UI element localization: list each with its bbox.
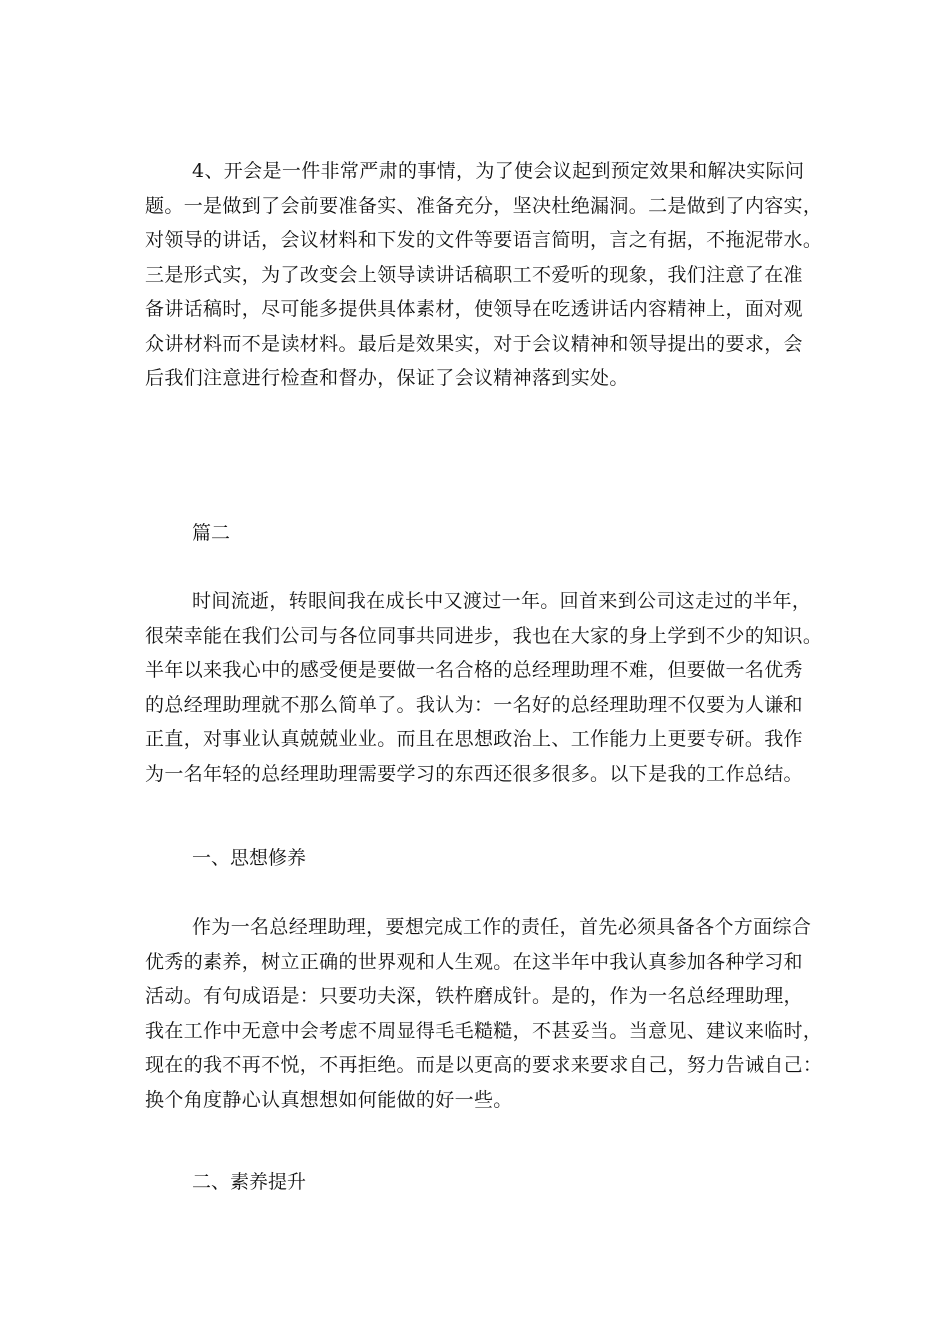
paragraph-line: 半年以来我心中的感受便是要做一名合格的总经理助理不难，但要做一名优秀 xyxy=(145,659,803,681)
heading-ideology: 一、思想修养 xyxy=(192,847,307,869)
heading-quality: 二、素养提升 xyxy=(192,1171,307,1193)
paragraph-meeting xyxy=(145,154,823,396)
paragraph-line: 后我们注意进行检查和督办，保证了会议精神落到实处。 xyxy=(145,367,629,389)
paragraph-line: 作为一名总经理助理，要想完成工作的责任，首先必须具备各个方面综合 xyxy=(192,916,812,938)
paragraph-line: 换个角度静心认真想想如何能做的好一些。 xyxy=(145,1088,513,1111)
paragraph-line: 活动。有句成语是：只要功夫深，铁杵磨成针。是的，作为一名总经理助理， xyxy=(145,985,803,1007)
paragraph-line: 很荣幸能在我们公司与各位同事共同进步，我也在大家的身上学到不少的知识。 xyxy=(145,624,823,647)
paragraph-line: 题。一是做到了会前要准备实、准备充分，坚决杜绝漏洞。二是做到了内容实， xyxy=(145,194,823,217)
paragraph-line: 的总经理助理就不那么简单了。我认为：一名好的总经理助理不仅要为人谦和 xyxy=(145,693,803,716)
section-title: 篇二 xyxy=(192,522,231,544)
paragraph-line: 现在的我不再不悦，不再拒绝。而是以更高的要求来要求自己，努力告诫自己： xyxy=(145,1054,823,1076)
paragraph-line: 优秀的素养，树立正确的世界观和人生观。在这半年中我认真参加各种学习和 xyxy=(145,950,803,973)
paragraph-ideology xyxy=(145,910,823,1117)
paragraph-line: 对领导的讲话，会议材料和下发的文件等要语言简明，言之有据，不拖泥带水。 xyxy=(145,229,823,251)
paragraph-line: 正直，对事业认真兢兢业业。而且在思想政治上、工作能力上更要专研。我作 xyxy=(145,728,803,750)
paragraph-line: 为一名年轻的总经理助理需要学习的东西还很多很多。以下是我的工作总结。 xyxy=(145,762,803,785)
paragraph-line: 备讲话稿时，尽可能多提供具体素材，使领导在吃透讲话内容精神上，面对观 xyxy=(145,298,803,320)
paragraph-intro xyxy=(145,584,823,791)
paragraph-line: 我在工作中无意中会考虑不周显得毛毛糙糙，不甚妥当。当意见、建议来临时， xyxy=(145,1019,823,1042)
paragraph-line: 众讲材料而不是读材料。最后是效果实，对于会议精神和领导提出的要求，会 xyxy=(145,332,803,355)
paragraph-line: 时间流逝，转眼间我在成长中又渡过一年。回首来到公司这走过的半年， xyxy=(192,590,812,612)
paragraph-line: 4、开会是一件非常严肃的事情，为了使会议起到预定效果和解决实际问 xyxy=(192,160,805,182)
paragraph-line: 三是形式实，为了改变会上领导读讲话稿职工不爱听的现象，我们注意了在准 xyxy=(145,263,803,286)
